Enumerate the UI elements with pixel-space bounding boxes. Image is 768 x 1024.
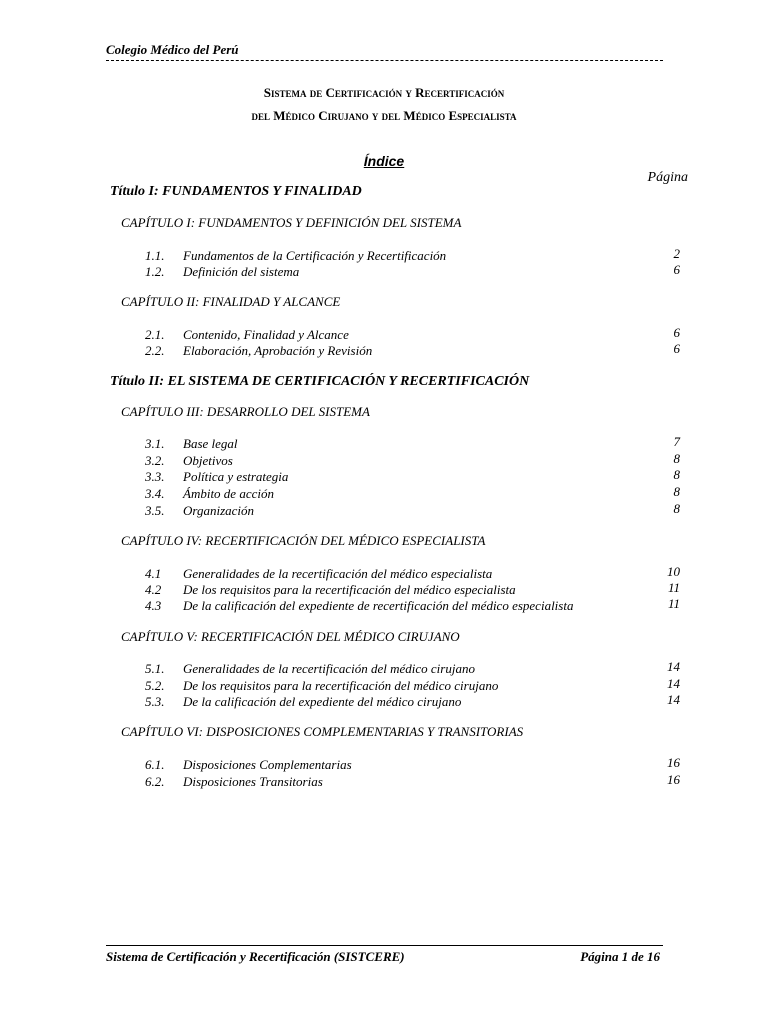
entry-number: 3.1. [145,436,165,451]
entry-number: 2.2. [145,343,165,358]
entry-text: Política y estrategia [183,469,289,484]
entry-text: Ámbito de acción [183,486,274,501]
entry-number: 6.2. [145,774,165,789]
toc-entry [145,327,680,343]
capitulo-4: CAPÍTULO IV: RECERTIFICACIÓN DEL MÉDICO ESPECIALISTA [121,533,486,548]
entry-text: Disposiciones Complementarias [183,757,352,772]
entry-page: 6 [673,262,680,277]
entry-text: Organización [183,503,255,518]
capitulo-1: CAPÍTULO I: FUNDAMENTOS Y DEFINICIÓN DEL SISTEMA [121,215,462,230]
page-column-label: Página [647,170,688,185]
document-title-line-1: Sistema de Certificación y Recertificación [263,85,505,100]
toc-entry [145,661,680,677]
entry-text: Objetivos [183,453,233,468]
entry-text: De los requisitos para la recertificación del médico cirujano [183,678,499,693]
toc-entry [145,598,680,614]
index-heading: Índice [363,153,405,169]
toc-entry [145,566,680,582]
entry-page: 8 [673,501,680,516]
entry-page: 14 [667,676,680,691]
entry-text: Generalidades de la recertificación del médico cirujano [183,661,475,676]
toc-entry [145,486,680,502]
entry-page: 14 [667,692,680,707]
capitulo-5: CAPÍTULO V: RECERTIFICACIÓN DEL MÉDICO CIRUJANO [121,629,460,644]
toc-entry [145,264,680,280]
capitulo-3: CAPÍTULO III: DESARROLLO DEL SISTEMA [121,404,370,419]
page-header: Colegio Médico del Perú [106,42,663,61]
entry-page: 11 [667,596,680,611]
entry-number: 3.2. [145,453,165,468]
entry-number: 6.1. [145,757,165,772]
entry-page: 10 [667,564,680,579]
entry-page: 8 [673,467,680,482]
entry-number: 5.2. [145,678,165,693]
entry-page: 6 [673,341,680,356]
entry-number: 4.3 [145,598,162,613]
footer-page-number: Página 1 de 16 [580,949,660,964]
entry-text: Contenido, Finalidad y Alcance [183,327,349,342]
entry-page: 2 [673,246,680,261]
entry-text: De la calificación del expediente de recertificación del médico especialista [183,598,574,613]
toc-entry [145,453,680,469]
toc-entry [145,582,680,598]
entry-text: De los requisitos para la recertificación del médico especialista [183,582,516,597]
entry-page: 6 [673,325,680,340]
entry-page: 8 [673,451,680,466]
entry-text: Fundamentos de la Certificación y Recertificación [183,248,447,263]
entry-number: 1.2. [145,264,165,279]
toc-entry [145,774,680,790]
toc-entry [145,436,680,452]
entry-number: 4.2 [145,582,162,597]
entry-number: 3.4. [145,486,165,501]
toc-entry [145,343,680,359]
entry-number: 3.3. [145,469,165,484]
toc-entry [145,678,680,694]
document-title-line-2: del Médico Cirujano y del Médico Especialista [251,108,517,123]
capitulo-2: CAPÍTULO II: FINALIDAD Y ALCANCE [121,294,341,309]
entry-number: 2.1. [145,327,165,342]
entry-page: 16 [667,755,680,770]
entry-number: 3.5. [145,503,165,518]
entry-page: 11 [667,580,680,595]
entry-text: Disposiciones Transitorias [183,774,323,789]
toc-entry [145,694,680,710]
entry-page: 7 [673,434,680,449]
entry-page: 8 [673,484,680,499]
footer-document-name: Sistema de Certificación y Recertificación (SISTCERE) [106,949,405,964]
toc-entry [145,503,680,519]
entry-page: 14 [667,659,680,674]
entry-text: Elaboración, Aprobación y Revisión [183,343,373,358]
toc-entry [145,469,680,485]
toc-entry [145,757,680,773]
entry-number: 1.1. [145,248,165,263]
entry-text: De la calificación del expediente del médico cirujano [183,694,462,709]
entry-text: Generalidades de la recertificación del médico especialista [183,566,493,581]
titulo-2: Título II: EL SISTEMA DE CERTIFICACIÓN Y RECERTIFICACIÓN [110,374,530,389]
entry-number: 4.1 [145,566,162,581]
entry-text: Definición del sistema [183,264,300,279]
titulo-1: Título I: FUNDAMENTOS Y FINALIDAD [110,184,362,199]
toc-entry [145,248,680,264]
entry-number: 5.3. [145,694,165,709]
capitulo-6: CAPÍTULO VI: DISPOSICIONES COMPLEMENTARIAS Y TRANSITORIAS [121,724,524,739]
entry-text: Base legal [183,436,238,451]
entry-number: 5.1. [145,661,165,676]
page-footer [106,945,663,964]
entry-page: 16 [667,772,680,787]
